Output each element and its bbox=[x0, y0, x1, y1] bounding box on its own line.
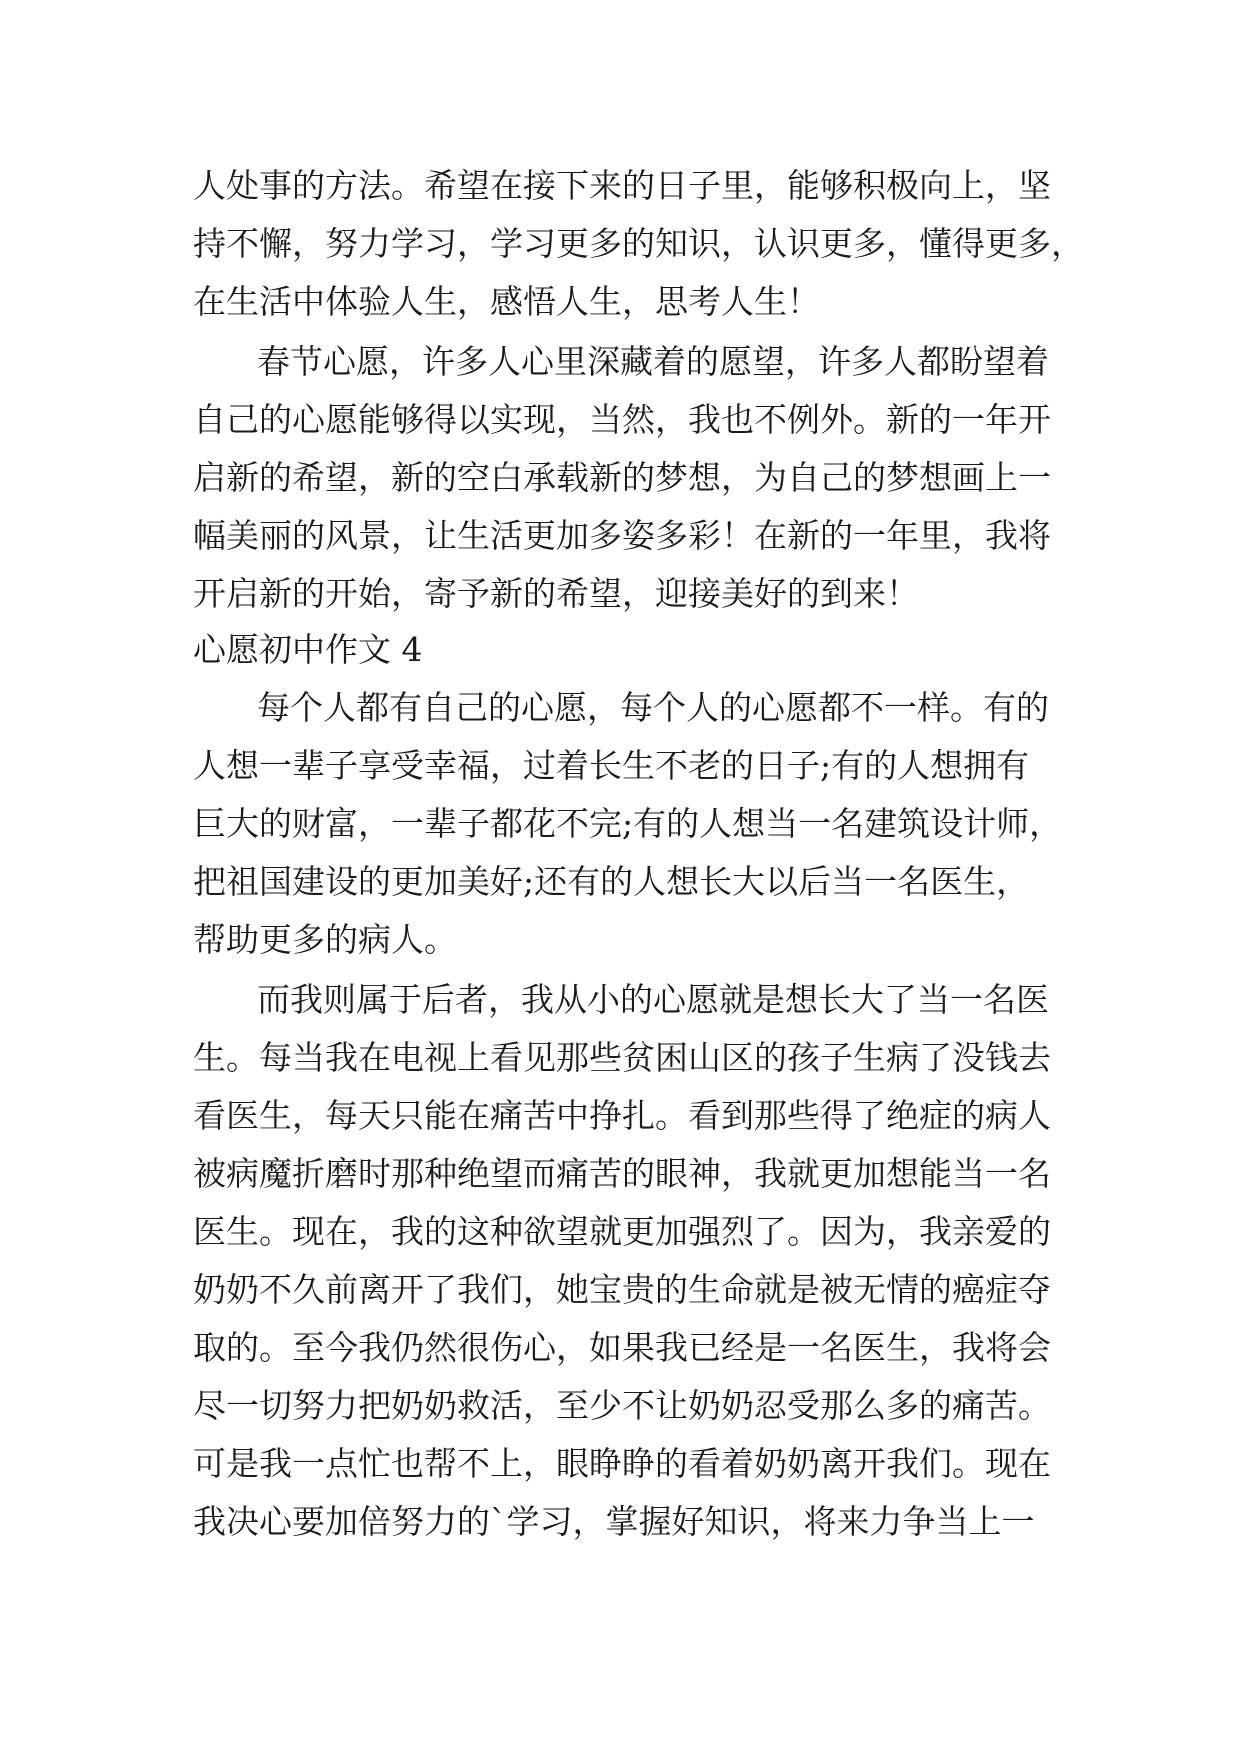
section-heading: 心愿初中作文 4 bbox=[193, 630, 423, 669]
paragraph-line: 尽一切努力把奶奶救活，至少不让奶奶忍受那么多的痛苦。 bbox=[193, 1386, 1051, 1425]
paragraph-line: 被病魔折磨时那种绝望而痛苦的眼神，我就更加想能当一名 bbox=[193, 1154, 1051, 1193]
paragraph-line: 开启新的开始，寄予新的希望，迎接美好的到来！ bbox=[193, 574, 919, 613]
paragraph-line: 取的。至今我仍然很伤心，如果我已经是一名医生，我将会 bbox=[193, 1328, 1051, 1367]
paragraph-line: 巨大的财富，一辈子都花不完;有的人想当一名建筑设计师， bbox=[193, 804, 1063, 843]
paragraph-line: 自己的心愿能够得以实现，当然，我也不例外。新的一年开 bbox=[193, 400, 1051, 439]
paragraph-line: 可是我一点忙也帮不上，眼睁睁的看着奶奶离开我们。现在 bbox=[193, 1444, 1051, 1483]
paragraph-line: 帮助更多的病人。 bbox=[193, 920, 457, 959]
paragraph-line: 我决心要加倍努力的`学习，掌握好知识，将来力争当上一 bbox=[193, 1502, 1035, 1541]
paragraph-line: 把祖国建设的更加美好;还有的人想长大以后当一名医生， bbox=[193, 862, 1030, 901]
paragraph-line: 看医生，每天只能在痛苦中挣扎。看到那些得了绝症的病人 bbox=[193, 1096, 1051, 1135]
paragraph-line: 启新的希望，新的空白承载新的梦想，为自己的梦想画上一 bbox=[193, 458, 1051, 497]
paragraph-line: 而我则属于后者，我从小的心愿就是想长大了当一名医 bbox=[257, 980, 1049, 1019]
paragraph-line: 春节心愿，许多人心里深藏着的愿望，许多人都盼望着 bbox=[257, 342, 1049, 381]
paragraph-line: 幅美丽的风景，让生活更加多姿多彩！在新的一年里，我将 bbox=[193, 516, 1051, 555]
paragraph-line: 医生。现在，我的这种欲望就更加强烈了。因为，我亲爱的 bbox=[193, 1212, 1051, 1251]
paragraph-line: 生。每当我在电视上看见那些贫困山区的孩子生病了没钱去 bbox=[193, 1038, 1051, 1077]
paragraph-line: 每个人都有自己的心愿，每个人的心愿都不一样。有的 bbox=[257, 688, 1049, 727]
paragraph-line: 人想一辈子享受幸福，过着长生不老的日子;有的人想拥有 bbox=[193, 746, 1030, 785]
paragraph-line: 持不懈，努力学习，学习更多的知识，认识更多，懂得更多， bbox=[193, 224, 1084, 263]
paragraph-line: 在生活中体验人生，感悟人生，思考人生！ bbox=[193, 282, 820, 321]
paragraph-line: 奶奶不久前离开了我们，她宝贵的生命就是被无情的癌症夺 bbox=[193, 1270, 1051, 1309]
paragraph-line: 人处事的方法。希望在接下来的日子里，能够积极向上，坚 bbox=[193, 166, 1051, 205]
